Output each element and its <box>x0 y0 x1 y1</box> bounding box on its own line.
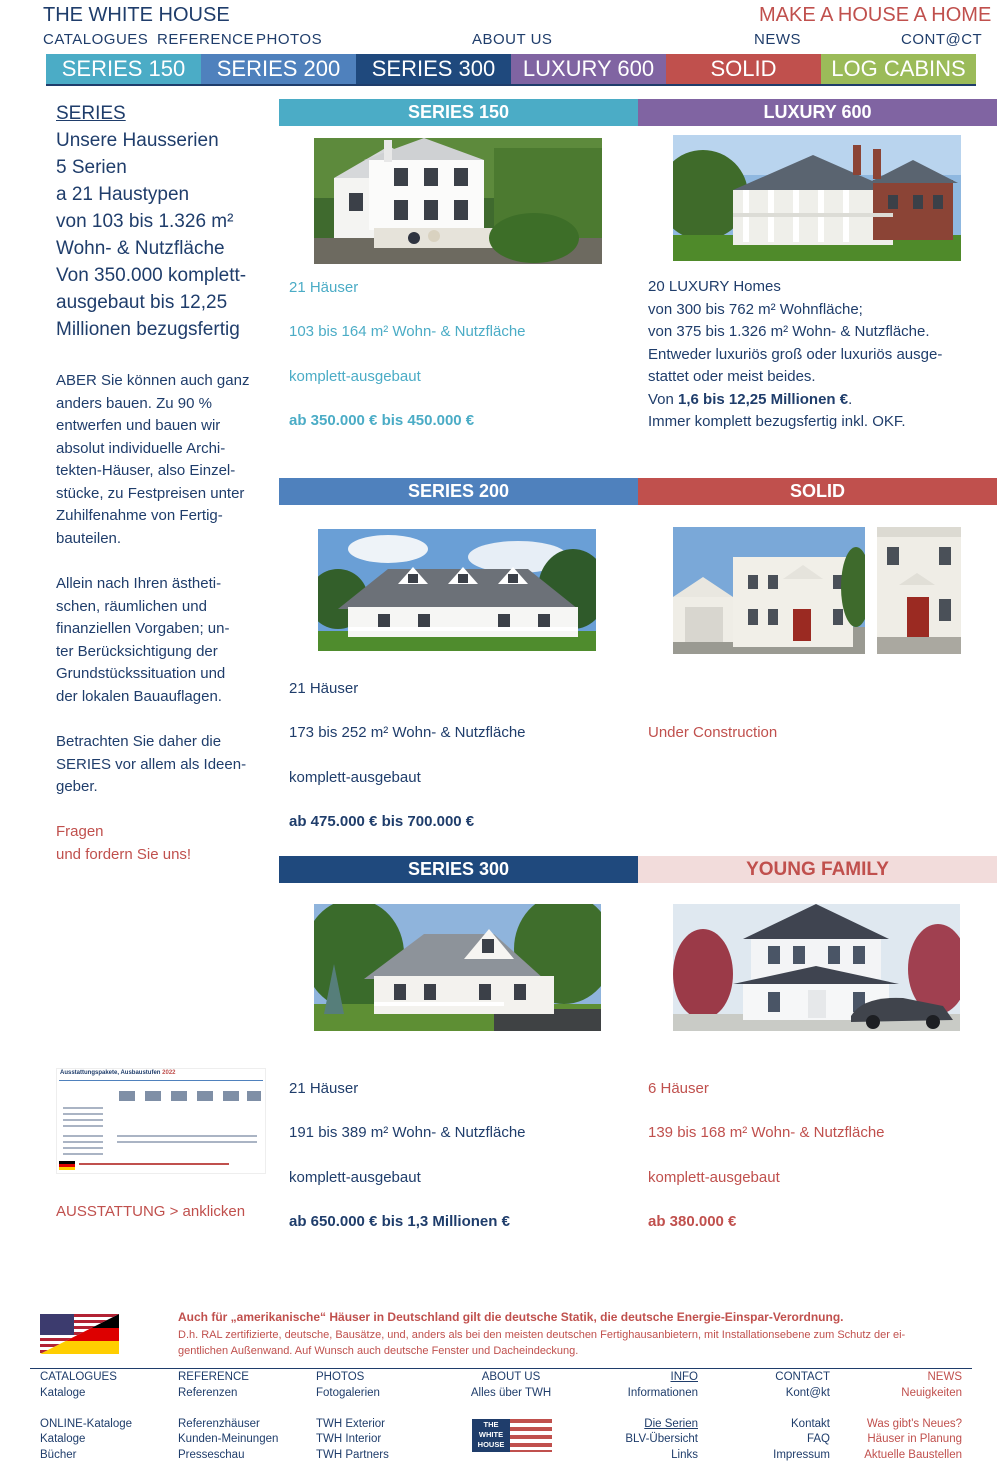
series-150-photo[interactable] <box>314 138 602 264</box>
nav-reference[interactable]: REFERENCE <box>157 31 255 48</box>
tab-series-300[interactable]: SERIES 300 <box>356 54 511 84</box>
text-line: Immer komplett bezugsfertig inkl. OKF. <box>648 413 906 430</box>
footer-link-impressum[interactable]: Impressum <box>773 1448 830 1461</box>
solid-status: Under Construction <box>648 724 778 741</box>
footer-link-referenzhaeuser[interactable]: Referenzhäuser <box>178 1417 260 1430</box>
text-line: absolut individuelle Archi- <box>56 439 226 457</box>
tab-log-cabins[interactable]: LOG CABINS <box>821 54 976 84</box>
footer-link-faq[interactable]: FAQ <box>806 1433 830 1445</box>
text-line: Allein nach Ihren ästheti- <box>56 575 222 592</box>
footer-link-informationen[interactable]: Informationen <box>627 1386 698 1399</box>
us-german-flag-icon <box>40 1314 119 1354</box>
series-300-price: ab 650.000 € bis 1,3 Millionen € <box>289 1213 510 1230</box>
sidebar-heading[interactable]: SERIES <box>56 103 126 124</box>
thumbnail-year: 2022 <box>162 1070 176 1076</box>
intro-line: Von 350.000 komplett- <box>56 265 247 286</box>
price-suffix: . <box>848 390 853 408</box>
ausstattung-link[interactable]: AUSSTATTUNG > anklicken <box>56 1203 246 1220</box>
price-range: 1,6 bis 12,25 Millionen € <box>678 390 849 408</box>
footer-link-aktuelle-baustellen[interactable]: Aktuelle Baustellen <box>864 1448 962 1461</box>
series-300-finish: komplett-ausgebaut <box>289 1169 421 1186</box>
footer-col-reference <box>178 1370 278 1463</box>
series-150-header[interactable]: SERIES 150 <box>279 99 638 126</box>
footer-link-die-serien[interactable]: Die Serien <box>644 1417 698 1430</box>
footer-divider <box>30 1368 972 1369</box>
young-family-price: ab 380.000 € <box>648 1213 737 1230</box>
series-150-finish: komplett-ausgebaut <box>289 368 421 385</box>
nav-about-us[interactable]: ABOUT US <box>472 31 553 48</box>
text-line: stattet oder meist beides. <box>648 368 816 385</box>
intro-line: von 103 bis 1.326 m² <box>56 211 234 232</box>
footer-link-neuigkeiten[interactable]: Neuigkeiten <box>901 1386 962 1399</box>
text-line: von 300 bis 762 m² Wohnfläche; <box>648 300 863 318</box>
thumbnail-table-graphic <box>57 1069 265 1173</box>
series-200-count: 21 Häuser <box>289 680 359 697</box>
price-prefix: Von <box>648 390 679 408</box>
text-line: entwerfen und bauen wir <box>56 417 221 434</box>
sidebar-question[interactable] <box>56 821 191 866</box>
text-line: geber. <box>56 778 98 795</box>
footer-link-referenzen[interactable]: Referenzen <box>178 1386 238 1399</box>
solid-header[interactable]: SOLID <box>638 478 997 505</box>
footer-link-links[interactable]: Links <box>671 1448 698 1461</box>
text-line: finanziellen Vorgaben; un- <box>56 620 230 637</box>
luxury-600-photo[interactable] <box>673 135 961 261</box>
text-line: ter Berücksichtigung der <box>56 642 218 660</box>
text-line: gentlichen Außenwand. Auf Wunsch auch deutsche Fenster und Dacheindeckung. <box>178 1344 579 1357</box>
text-line: ABER Sie können auch ganz <box>56 372 250 389</box>
series-200-area: 173 bis 252 m² Wohn- & Nutzfläche <box>289 724 526 741</box>
footer-link-twh-interior[interactable]: TWH Interior <box>316 1433 382 1445</box>
intro-line: Unsere Hausserien <box>56 130 219 151</box>
footer-link-photos[interactable]: PHOTOS <box>316 1371 365 1383</box>
luxury-600-price <box>648 389 988 412</box>
text-line: und fordern Sie uns! <box>56 845 192 863</box>
series-200-finish: komplett-ausgebaut <box>289 769 421 786</box>
young-family-count: 6 Häuser <box>648 1080 709 1097</box>
text-line: Grundstückssituation und <box>56 665 226 682</box>
sidebar-para-3 <box>56 731 271 799</box>
text-line: tekten-Häuser, also Einzel- <box>56 462 236 479</box>
footer-link-kataloge[interactable]: Kataloge <box>40 1386 86 1399</box>
footer-link-blv-uebersicht[interactable]: BLV-Übersicht <box>625 1433 698 1445</box>
thumbnail-title: Ausstattungspakete, Ausbaustufen <box>60 1070 161 1076</box>
sidebar-intro <box>56 127 271 343</box>
series-200-header[interactable]: SERIES 200 <box>279 478 638 505</box>
tab-series-200[interactable]: SERIES 200 <box>201 54 356 84</box>
footer-col-news <box>842 1370 962 1463</box>
luxury-600-description <box>648 276 988 434</box>
footer-link-kunden-meinungen[interactable]: Kunden-Meinungen <box>178 1433 279 1445</box>
series-300-area: 191 bis 389 m² Wohn- & Nutzfläche <box>289 1124 526 1141</box>
intro-line: ausgebaut bis 12,25 <box>56 292 228 313</box>
intro-line: a 21 Haustypen <box>56 184 190 205</box>
text-line: der lokalen Bauauflagen. <box>56 687 222 705</box>
series-300-count: 21 Häuser <box>289 1080 359 1097</box>
tagline: MAKE A HOUSE A HOME <box>759 4 992 26</box>
tab-series-150[interactable]: SERIES 150 <box>46 54 201 84</box>
text-line: von 375 bis 1.326 m² Wohn- & Nutzfläche. <box>648 323 930 340</box>
logo-text: THE <box>483 1420 499 1429</box>
series-150-count: 21 Häuser <box>289 279 359 296</box>
footer-link-kontakt-at[interactable]: Kont@kt <box>785 1386 830 1399</box>
notice-body <box>178 1328 968 1359</box>
series-300-header[interactable]: SERIES 300 <box>279 856 638 883</box>
intro-line: Wohn- & Nutzfläche <box>56 238 225 259</box>
series-300-photo[interactable] <box>314 904 601 1031</box>
series-150-price: ab 350.000 € bis 450.000 € <box>289 412 475 429</box>
text-line: D.h. RAL zertifizierte, deutsche, Bausätze, und, anders als bei den meisten deutschen Fertighausanbietern, mit Installationsebene zum Schutz der ei- <box>178 1329 906 1341</box>
series-tab-bar <box>46 54 976 84</box>
intro-line: 5 Serien <box>56 157 127 178</box>
solid-photo-2[interactable] <box>877 527 961 654</box>
series-200-price: ab 475.000 € bis 700.000 € <box>289 813 475 830</box>
young-family-header[interactable]: YOUNG FAMILY <box>638 856 997 883</box>
logo-text: WHITE <box>478 1430 504 1439</box>
luxury-600-header[interactable]: LUXURY 600 <box>638 99 997 126</box>
tab-solid[interactable]: SOLID <box>666 54 821 84</box>
text-line: anders bauen. Zu 90 % <box>56 394 212 412</box>
young-family-area: 139 bis 168 m² Wohn- & Nutzfläche <box>648 1124 885 1141</box>
footer-link-twh-exterior[interactable]: TWH Exterior <box>316 1417 385 1430</box>
solid-photo-1[interactable] <box>673 527 865 654</box>
footer-col-photos <box>316 1370 389 1463</box>
young-family-photo[interactable] <box>673 904 960 1031</box>
text-line: stücke, zu Festpreisen unter <box>56 484 245 502</box>
nav-contact[interactable]: CONT@CT <box>901 31 983 48</box>
footer-link-reference[interactable]: REFERENCE <box>178 1371 249 1383</box>
footer-link-info[interactable]: INFO <box>670 1371 698 1383</box>
ausstattung-thumbnail[interactable] <box>56 1068 266 1174</box>
young-family-finish: komplett-ausgebaut <box>648 1169 780 1186</box>
notice-title: Auch für „amerikanische“ Häuser in Deutschland gilt die deutsche Statik, die deutsche Energie-Einspar-Verordnung. <box>178 1310 844 1324</box>
logo-text: HOUSE <box>477 1440 505 1449</box>
intro-line: Millionen bezugsfertig <box>56 319 240 340</box>
nav-news[interactable]: NEWS <box>754 31 801 48</box>
footer-col-contact <box>730 1370 830 1463</box>
footer-col-about <box>455 1370 567 1401</box>
brand-title[interactable]: THE WHITE HOUSE <box>43 4 230 26</box>
series-200-photo[interactable] <box>318 529 596 651</box>
sidebar-para-2 <box>56 573 271 708</box>
footer-link-contact[interactable]: CONTACT <box>775 1371 830 1383</box>
footer-link-twh-partners[interactable]: TWH Partners <box>316 1448 389 1461</box>
twh-logo[interactable] <box>472 1419 552 1452</box>
nav-catalogues[interactable]: CATALOGUES <box>43 31 149 48</box>
footer-link-kataloge-2[interactable]: Kataloge <box>40 1433 86 1445</box>
series-150-area: 103 bis 164 m² Wohn- & Nutzfläche <box>289 323 526 340</box>
sidebar-para-1 <box>56 370 271 550</box>
nav-photos[interactable]: PHOTOS <box>256 31 323 48</box>
footer-link-presseschau[interactable]: Presseschau <box>178 1448 245 1461</box>
footer-link-kontakt[interactable]: Kontakt <box>791 1417 830 1430</box>
footer-link-alles-ueber-twh[interactable]: Alles über TWH <box>470 1386 552 1399</box>
text-line: SERIES vor allem als Ideen- <box>56 755 247 773</box>
footer-col-catalogues <box>40 1370 132 1463</box>
text-line: Betrachten Sie daher die <box>56 733 222 750</box>
footer-link-online-kataloge[interactable]: ONLINE-Kataloge <box>40 1417 133 1430</box>
text-line: Zuhilfenahme von Fertig- <box>56 507 223 524</box>
footer-link-was-gibts-neues[interactable]: Was gibt's Neues? <box>866 1417 962 1430</box>
footer-link-news[interactable]: NEWS <box>927 1371 962 1383</box>
text-line: schen, räumlichen und <box>56 597 207 615</box>
text-line: 20 LUXURY Homes <box>648 278 781 295</box>
footer-link-fotogalerien[interactable]: Fotogalerien <box>316 1386 380 1399</box>
tab-underline <box>46 84 976 86</box>
footer-link-catalogues[interactable]: CATALOGUES <box>40 1371 117 1383</box>
footer-link-haeuser-in-planung[interactable]: Häuser in Planung <box>867 1433 962 1445</box>
text-line: Fragen <box>56 823 104 840</box>
text-line: Entweder luxuriös groß oder luxuriös ausge- <box>648 345 943 363</box>
text-line: bauteilen. <box>56 529 122 547</box>
footer-link-buecher[interactable]: Bücher <box>40 1448 77 1461</box>
tab-luxury-600[interactable]: LUXURY 600 <box>511 54 666 84</box>
footer-link-about-us[interactable]: ABOUT US <box>481 1371 541 1383</box>
footer-col-info <box>588 1370 698 1463</box>
